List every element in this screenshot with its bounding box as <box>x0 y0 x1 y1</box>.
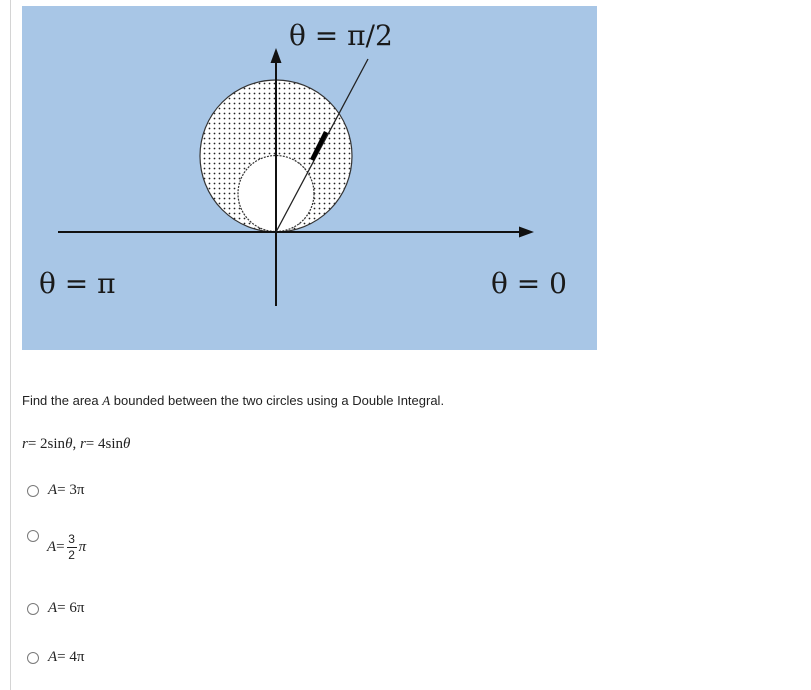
option-a-lhs: A <box>48 482 58 498</box>
option-c[interactable] <box>27 600 84 617</box>
eq2-lhs: r <box>79 436 86 452</box>
option-d-radio[interactable] <box>27 652 39 664</box>
eq2-rhs: = 4sin <box>85 436 123 452</box>
polar-diagram <box>22 6 597 350</box>
label-theta-pi: θ = π <box>39 267 116 300</box>
option-a[interactable] <box>27 482 84 499</box>
option-d[interactable] <box>27 649 84 666</box>
eq1-rhs: = 2sin <box>27 436 66 452</box>
label-theta-zero: θ = 0 <box>491 267 567 300</box>
option-b-eq: = <box>56 539 65 555</box>
page-left-border <box>10 0 11 690</box>
question-prefix: Find the area <box>22 393 103 408</box>
eq-separator: , <box>72 436 80 452</box>
circle-equations <box>22 436 130 453</box>
question-suffix: bounded between the two circles using a Double Integral. <box>110 393 445 408</box>
option-d-rhs: = 4π <box>57 649 85 665</box>
option-b-tail: π <box>78 539 87 555</box>
eq1-theta: θ <box>65 436 73 452</box>
eq2-theta: θ <box>123 436 131 452</box>
option-b-denominator: 2 <box>68 548 75 562</box>
option-b-numerator: 3 <box>68 532 75 546</box>
option-c-lhs: A <box>48 600 58 616</box>
question-text <box>22 393 444 409</box>
question-variable: A <box>102 393 111 408</box>
option-b-radio[interactable] <box>27 530 39 542</box>
option-b[interactable] <box>27 527 127 577</box>
option-b-fraction <box>67 533 77 562</box>
option-a-radio[interactable] <box>27 485 39 497</box>
option-d-lhs: A <box>48 649 58 665</box>
option-c-radio[interactable] <box>27 603 39 615</box>
option-c-rhs: = 6π <box>57 600 85 616</box>
option-b-lhs: A <box>47 539 57 555</box>
eq1-lhs: r <box>22 436 28 452</box>
polar-circles-figure <box>22 6 597 350</box>
option-a-rhs: = 3π <box>57 482 85 498</box>
label-theta-pi-over-2: θ = π/2 <box>289 19 393 52</box>
option-b-math <box>47 533 86 562</box>
